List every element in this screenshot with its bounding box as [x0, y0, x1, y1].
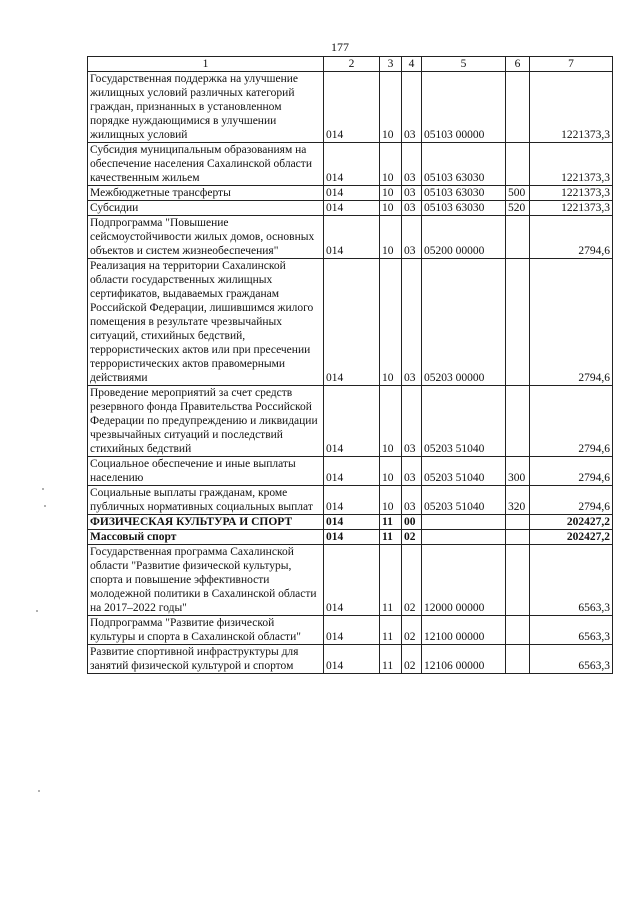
row-csr — [422, 515, 506, 530]
header-col-3: 3 — [380, 57, 402, 72]
row-name: Межбюджетные трансферты — [88, 186, 324, 201]
header-col-4: 4 — [402, 57, 422, 72]
table-row — [88, 515, 613, 530]
row-vr — [506, 530, 530, 545]
scan-speck — [38, 790, 40, 792]
row-ved: 014 — [324, 186, 380, 201]
row-vr — [506, 386, 530, 457]
header-col-6: 6 — [506, 57, 530, 72]
table-row — [88, 486, 613, 515]
row-rz: 11 — [380, 616, 402, 645]
row-pr: 02 — [402, 616, 422, 645]
row-name: Государственная программа Сахалинской области "Развитие физической культуры, спорта и повышение эффективности молодежной политики в Сахалинской области на 2017–2022 годы" — [88, 545, 324, 616]
table-row — [88, 216, 613, 259]
row-csr: 05203 51040 — [422, 386, 506, 457]
row-sum: 2794,6 — [530, 216, 613, 259]
row-rz: 10 — [380, 457, 402, 486]
row-rz: 10 — [380, 486, 402, 515]
row-pr: 03 — [402, 201, 422, 216]
table-row — [88, 616, 613, 645]
row-pr: 03 — [402, 259, 422, 386]
row-sum: 6563,3 — [530, 545, 613, 616]
row-ved: 014 — [324, 386, 380, 457]
row-sum: 202427,2 — [530, 530, 613, 545]
row-name: Проведение мероприятий за счет средств резервного фонда Правительства Российской Федерации по предупреждению и ликвидации чрезвычайных ситуаций и последствий стихийных бедствий — [88, 386, 324, 457]
row-ved: 014 — [324, 457, 380, 486]
row-vr — [506, 216, 530, 259]
row-sum: 2794,6 — [530, 386, 613, 457]
row-pr: 03 — [402, 486, 422, 515]
row-ved: 014 — [324, 486, 380, 515]
row-sum: 1221373,3 — [530, 186, 613, 201]
row-pr: 03 — [402, 457, 422, 486]
row-name: Субсидия муниципальным образованиям на обеспечение населения Сахалинской области качественным жильем — [88, 143, 324, 186]
row-ved: 014 — [324, 530, 380, 545]
row-name: Субсидии — [88, 201, 324, 216]
row-sum: 1221373,3 — [530, 201, 613, 216]
header-col-7: 7 — [530, 57, 613, 72]
row-name: Социальные выплаты гражданам, кроме публичных нормативных социальных выплат — [88, 486, 324, 515]
table-row — [88, 72, 613, 143]
row-name: Социальное обеспечение и иные выплаты населению — [88, 457, 324, 486]
row-sum: 202427,2 — [530, 515, 613, 530]
row-vr: 500 — [506, 186, 530, 201]
table-row — [88, 201, 613, 216]
row-sum: 6563,3 — [530, 616, 613, 645]
table-row — [88, 545, 613, 616]
row-pr: 03 — [402, 143, 422, 186]
scan-speck — [42, 488, 44, 490]
table-row — [88, 386, 613, 457]
row-csr — [422, 530, 506, 545]
budget-table — [87, 56, 613, 674]
row-csr: 05103 63030 — [422, 186, 506, 201]
row-vr — [506, 545, 530, 616]
row-pr: 03 — [402, 186, 422, 201]
row-ved: 014 — [324, 259, 380, 386]
row-rz: 10 — [380, 386, 402, 457]
row-rz: 11 — [380, 530, 402, 545]
scan-speck — [44, 505, 46, 507]
row-name: Массовый спорт — [88, 530, 324, 545]
row-name: ФИЗИЧЕСКАЯ КУЛЬТУРА И СПОРТ — [88, 515, 324, 530]
table-row — [88, 645, 613, 674]
row-ved: 014 — [324, 545, 380, 616]
row-csr: 05203 00000 — [422, 259, 506, 386]
header-col-1: 1 — [88, 57, 324, 72]
row-rz: 11 — [380, 545, 402, 616]
row-sum: 1221373,3 — [530, 143, 613, 186]
table-row — [88, 259, 613, 386]
row-name: Подпрограмма "Повышение сейсмоустойчивости жилых домов, основных объектов и систем жизнеобеспечения" — [88, 216, 324, 259]
row-ved: 014 — [324, 143, 380, 186]
row-rz: 11 — [380, 515, 402, 530]
row-csr: 12106 00000 — [422, 645, 506, 674]
row-csr: 12000 00000 — [422, 545, 506, 616]
row-vr: 520 — [506, 201, 530, 216]
row-ved: 014 — [324, 72, 380, 143]
row-sum: 2794,6 — [530, 486, 613, 515]
row-sum: 6563,3 — [530, 645, 613, 674]
row-vr: 320 — [506, 486, 530, 515]
row-name: Развитие спортивной инфраструктуры для занятий физической культурой и спортом — [88, 645, 324, 674]
row-csr: 05203 51040 — [422, 486, 506, 515]
row-name: Реализация на территории Сахалинской области государственных жилищных сертификатов, выдаваемых гражданам Российской Федерации, лишившимся жилого помещения в результате чрезвычайных ситуаций, стихийных бедствий, террористических актов или при пресечении террористических актов правомерными действиями — [88, 259, 324, 386]
header-row — [88, 57, 613, 72]
row-ved: 014 — [324, 645, 380, 674]
row-vr: 300 — [506, 457, 530, 486]
row-csr: 05203 51040 — [422, 457, 506, 486]
row-ved: 014 — [324, 616, 380, 645]
row-vr — [506, 616, 530, 645]
row-csr: 05103 00000 — [422, 72, 506, 143]
header-col-2: 2 — [324, 57, 380, 72]
row-rz: 10 — [380, 201, 402, 216]
header-col-5: 5 — [422, 57, 506, 72]
row-csr: 05103 63030 — [422, 201, 506, 216]
row-rz: 10 — [380, 259, 402, 386]
row-name: Подпрограмма "Развитие физической культуры и спорта в Сахалинской области" — [88, 616, 324, 645]
row-ved: 014 — [324, 201, 380, 216]
row-ved: 014 — [324, 216, 380, 259]
row-rz: 10 — [380, 72, 402, 143]
table-row — [88, 457, 613, 486]
row-rz: 10 — [380, 143, 402, 186]
row-vr — [506, 645, 530, 674]
row-vr — [506, 72, 530, 143]
row-pr: 02 — [402, 530, 422, 545]
row-pr: 02 — [402, 645, 422, 674]
table-row — [88, 186, 613, 201]
row-pr: 00 — [402, 515, 422, 530]
row-ved: 014 — [324, 515, 380, 530]
row-pr: 03 — [402, 386, 422, 457]
row-rz: 10 — [380, 216, 402, 259]
page-number: 177 — [331, 40, 349, 54]
row-pr: 03 — [402, 72, 422, 143]
row-pr: 03 — [402, 216, 422, 259]
row-rz: 11 — [380, 645, 402, 674]
row-csr: 05103 63030 — [422, 143, 506, 186]
row-vr — [506, 259, 530, 386]
row-name: Государственная поддержка на улучшение жилищных условий различных категорий граждан, признанных в установленном порядке нуждающимися в улучшении жилищных условий — [88, 72, 324, 143]
table-row — [88, 143, 613, 186]
row-sum: 1221373,3 — [530, 72, 613, 143]
row-csr: 12100 00000 — [422, 616, 506, 645]
row-vr — [506, 515, 530, 530]
row-rz: 10 — [380, 186, 402, 201]
row-sum: 2794,6 — [530, 457, 613, 486]
scan-speck — [36, 610, 38, 612]
row-pr: 02 — [402, 545, 422, 616]
table-row — [88, 530, 613, 545]
row-csr: 05200 00000 — [422, 216, 506, 259]
row-vr — [506, 143, 530, 186]
row-sum: 2794,6 — [530, 259, 613, 386]
